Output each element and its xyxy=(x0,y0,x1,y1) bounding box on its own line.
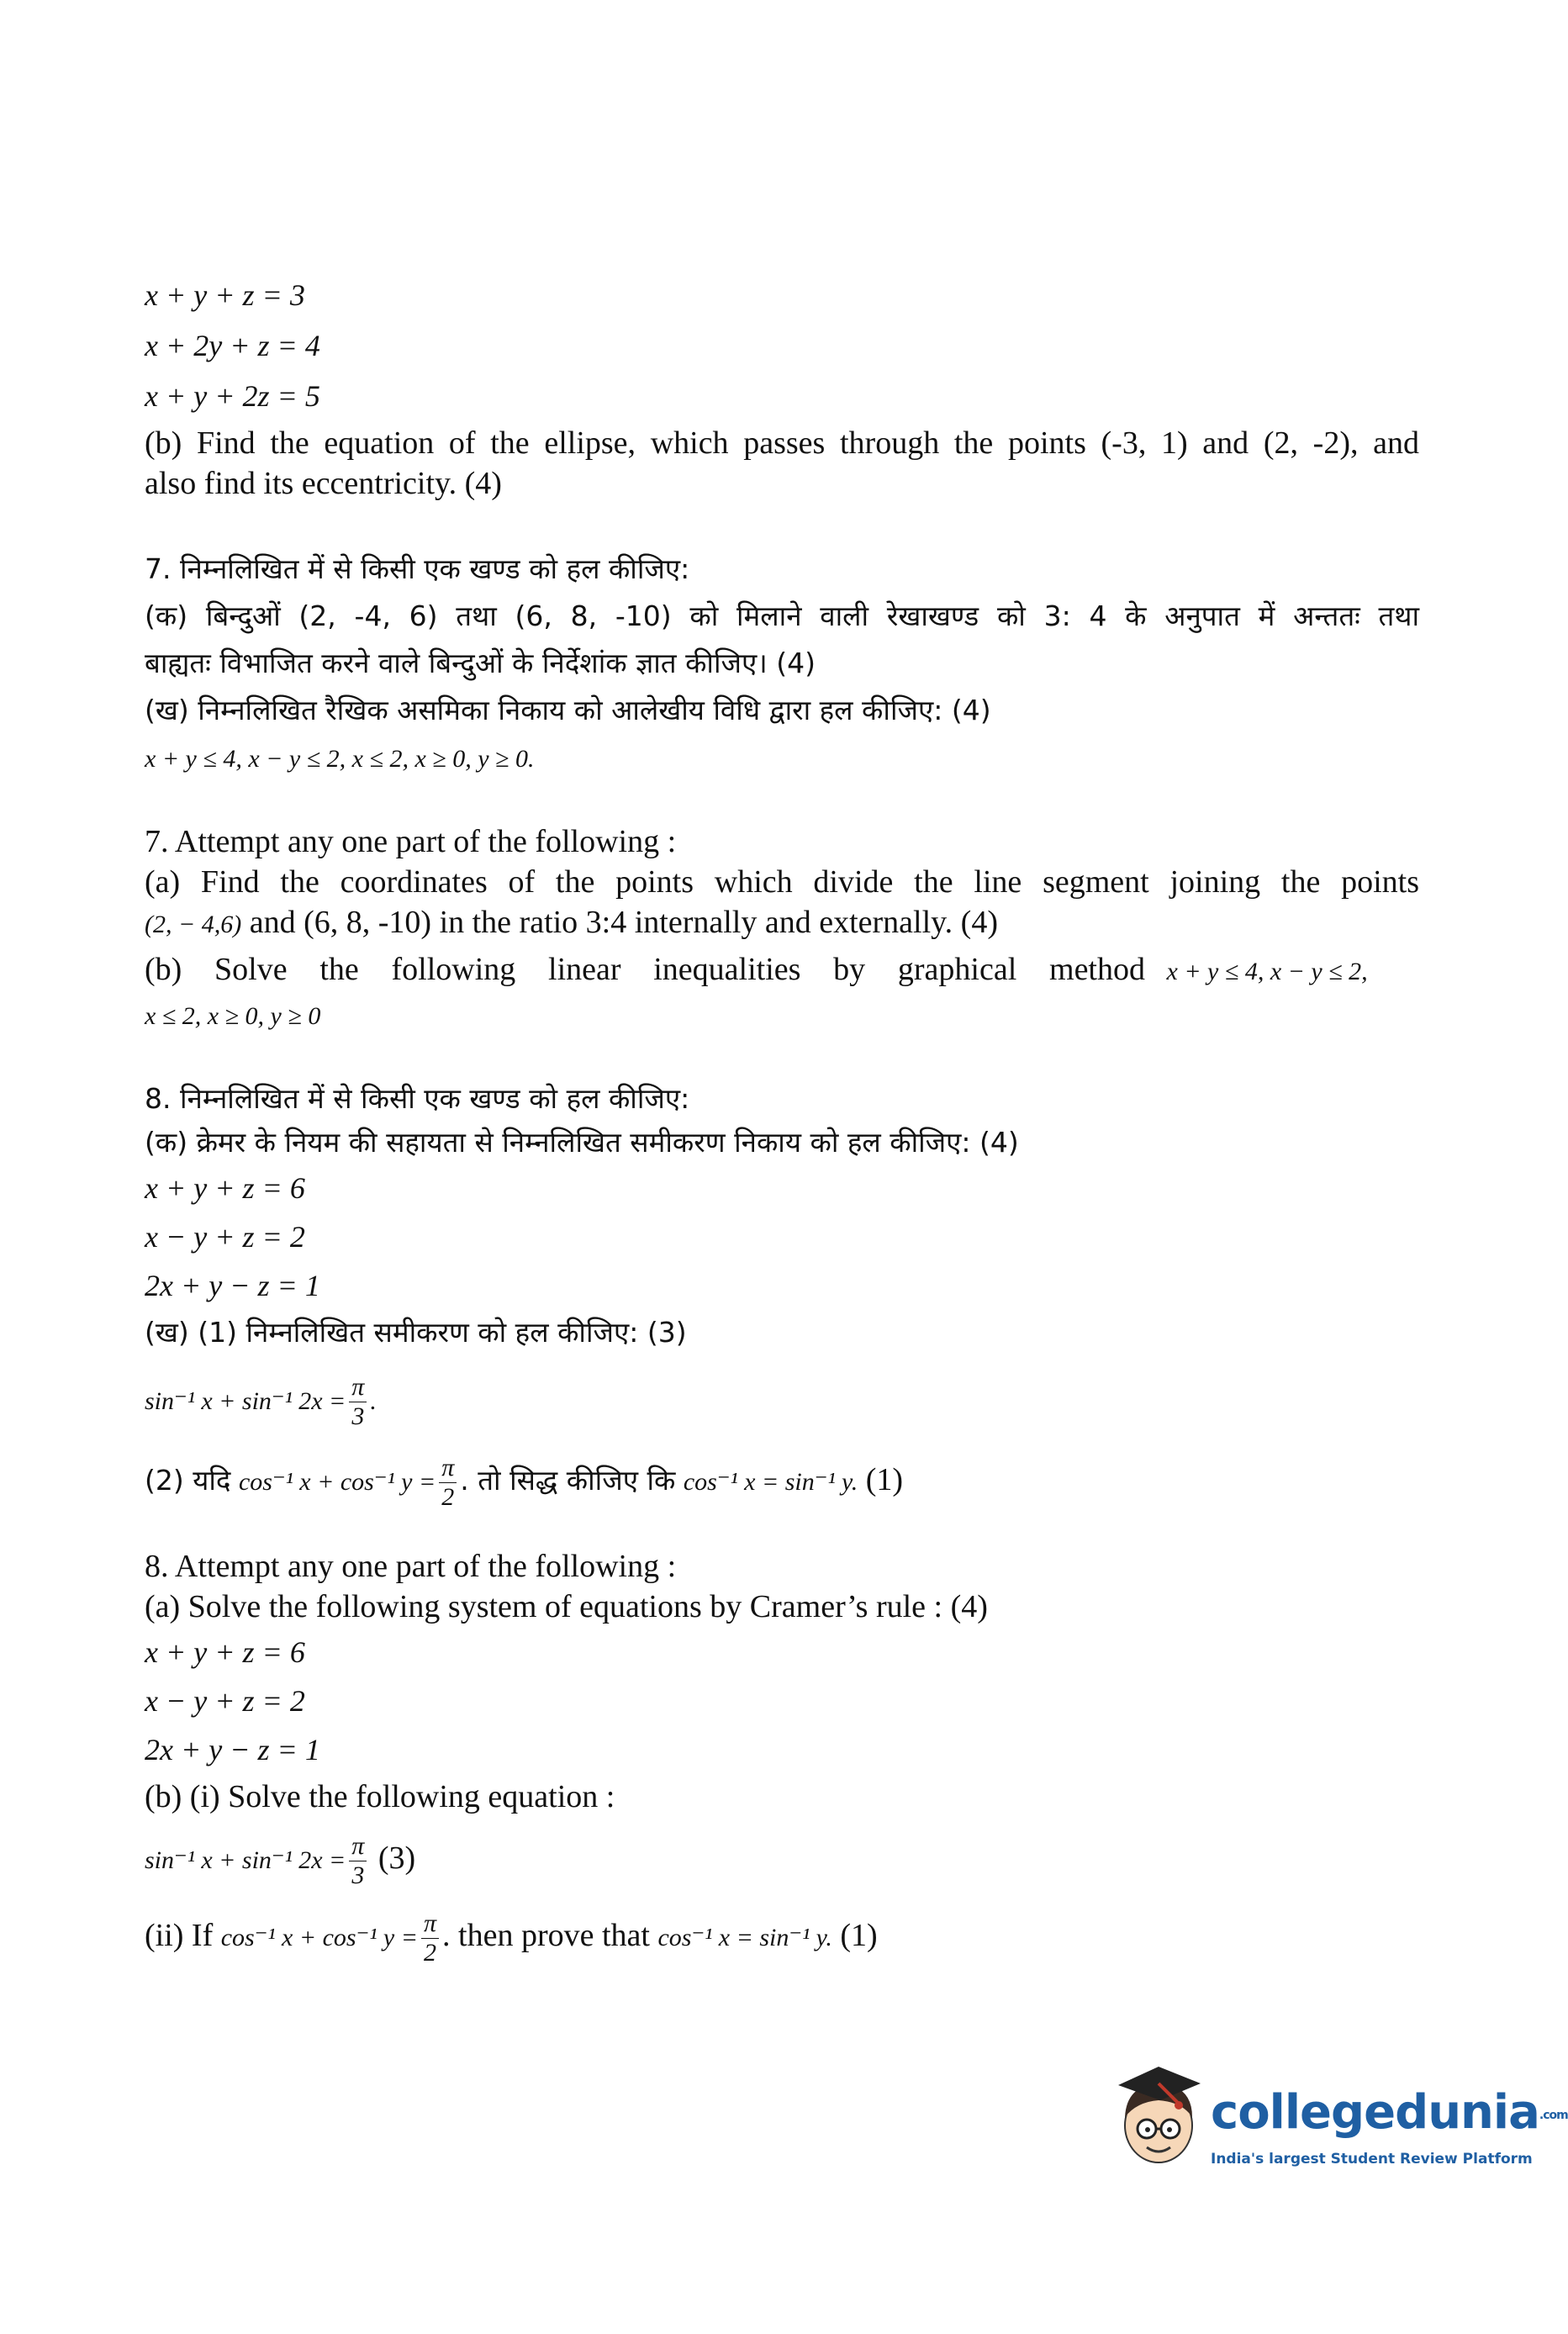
q8-en-b-marks: (3) xyxy=(377,1840,416,1876)
q8-hi-pi-over-3 xyxy=(349,1373,367,1431)
q8-en-ii-prefix: (ii) If xyxy=(145,1918,214,1953)
q8-en-ii-mid: . then prove that xyxy=(442,1918,650,1953)
q8-en-a-line: (a) Solve the following system of equations by Cramer’s rule : (4) xyxy=(145,1589,988,1624)
q8-en-b-math xyxy=(145,1824,415,1894)
q7-en-a-line-2 xyxy=(145,903,998,944)
q6-eq-1: x + y + z = 3 xyxy=(145,278,305,312)
q8-hi-heading: 8. निम्नलिखित में से किसी एक खण्ड को हल कीजिए: xyxy=(145,1082,690,1115)
q6-eq-3: x + y + 2z = 5 xyxy=(145,379,320,413)
q7-en-a-point: (2, − 4,6) xyxy=(145,911,242,938)
q8-hi-b2-line xyxy=(145,1446,903,1516)
q7-en-b-math-1: x + y ≤ 4, x − y ≤ 2, xyxy=(1166,958,1368,985)
q8-en-heading: 8. Attempt any one part of the following : xyxy=(145,1549,677,1584)
q8-en-pi-over-2 xyxy=(421,1909,439,1967)
q6b-line-1: (b) Find the equation of the ellipse, which passes through the points (-3, 1) and (2, -2), and xyxy=(145,425,1419,461)
q8-en-b-line: (b) (i) Solve the following equation : xyxy=(145,1779,615,1814)
q7-hi-a-line-2: बाह्यतः विभाजित करने वाले बिन्दुओं के निर्देशांक ज्ञात कीजिए। (4) xyxy=(145,647,816,679)
q7-hi-a-line-1: (क) बिन्दुओं (2, -4, 6) तथा (6, 8, -10) को मिलाने वाली रेखाखण्ड को 3: 4 के अनुपात में अन्ततः तथा xyxy=(145,599,1419,632)
q7-en-a-line-1: (a) Find the coordinates of the points which divide the line segment joining the points xyxy=(145,864,1419,900)
q8-hi-b1-line: (ख) (1) निम्नलिखित समीकरण को हल कीजिए: (3) xyxy=(145,1316,687,1349)
q8-en-frac2-num: π xyxy=(421,1909,439,1939)
q8-en-frac-num: π xyxy=(349,1832,367,1861)
q7-en-b-text: (b) Solve the following linear inequalities by graphical method xyxy=(145,952,1145,987)
q6-eq-2: x + 2y + z = 4 xyxy=(145,329,320,362)
q8-hi-eq-1: x + y + z = 6 xyxy=(145,1171,305,1205)
mascot-icon xyxy=(1118,2067,1201,2162)
logo-tagline: India's largest Student Review Platform xyxy=(1211,2151,1533,2168)
q7-en-heading: 7. Attempt any one part of the following : xyxy=(145,824,677,859)
logo-name: collegedunia xyxy=(1211,2085,1539,2140)
q8-hi-pi-over-2 xyxy=(439,1454,457,1512)
q7-hi-b-line-1: (ख) निम्नलिखित रैखिक असमिका निकाय को आलेखीय विधि द्वारा हल कीजिए: (4) xyxy=(145,694,991,726)
q8-hi-b2-mid: . तो सिद्ध कीजिए कि xyxy=(460,1464,676,1497)
q8-hi-cos-eq: cos⁻¹ x + cos⁻¹ y = xyxy=(238,1468,436,1496)
q8-hi-eq-2: x − y + z = 2 xyxy=(145,1220,305,1254)
q8-hi-eq-3: 2x + y − z = 1 xyxy=(145,1269,320,1302)
logo-dotcom: .com xyxy=(1539,2108,1568,2122)
q8-hi-frac-num: π xyxy=(349,1373,367,1402)
q8-en-frac-den: 3 xyxy=(351,1861,365,1889)
q8-hi-a-line: (क) क्रेमर के नियम की सहायता से निम्नलिखित समीकरण निकाय को हल कीजिए: (4) xyxy=(145,1126,1019,1159)
q8-en-eq-2: x − y + z = 2 xyxy=(145,1684,305,1718)
q8-hi-b1-math: sin⁻¹ x + sin⁻¹ 2x = $\frac{\pi}{3}$ . xyxy=(145,1372,377,1430)
q7-en-b-math-2: x ≤ 2, x ≥ 0, y ≥ 0 xyxy=(145,1002,321,1030)
q8-en-eq-1: x + y + z = 6 xyxy=(145,1635,305,1669)
q7-hi-b-math: x + y ≤ 4, x − y ≤ 2, x ≤ 2, x ≥ 0, y ≥ 0. xyxy=(145,745,535,773)
q7-en-a-rest: and (6, 8, -10) in the ratio 3:4 internally and externally. (4) xyxy=(249,905,998,940)
q8-en-sin-eq: sin⁻¹ x + sin⁻¹ 2x = xyxy=(145,1846,346,1874)
q8-hi-b2-marks: (1) xyxy=(865,1462,904,1497)
q8-hi-conclusion: cos⁻¹ x = sin⁻¹ y. xyxy=(683,1468,858,1496)
q8-hi-sin-eq: sin⁻¹ x + sin⁻¹ 2x = xyxy=(145,1387,346,1415)
q7-hi-heading: 7. निम्नलिखित में से किसी एक खण्ड को हल कीजिए: xyxy=(145,552,690,585)
q8-en-ii-marks: (1) xyxy=(840,1918,878,1953)
logo-wordmark xyxy=(1211,2085,1568,2140)
q8-en-eq-3: 2x + y − z = 1 xyxy=(145,1733,320,1766)
q8-hi-frac2-den: 2 xyxy=(441,1482,455,1511)
q8-hi-frac-den: 3 xyxy=(351,1402,365,1430)
q6b-line-2: also find its eccentricity. (4) xyxy=(145,466,502,501)
q8-en-frac2-den: 2 xyxy=(424,1938,437,1967)
q8-en-cos-eq: cos⁻¹ x + cos⁻¹ y = xyxy=(220,1924,418,1951)
q8-en-ii-line xyxy=(145,1902,878,1972)
q8-hi-b2-prefix: (2) यदि xyxy=(145,1464,231,1497)
q7-en-b-line-1 xyxy=(145,950,1419,991)
q8-hi-frac2-num: π xyxy=(439,1454,457,1483)
q8-en-pi-over-3 xyxy=(349,1832,367,1890)
q8-en-conclusion: cos⁻¹ x = sin⁻¹ y. xyxy=(657,1924,832,1951)
